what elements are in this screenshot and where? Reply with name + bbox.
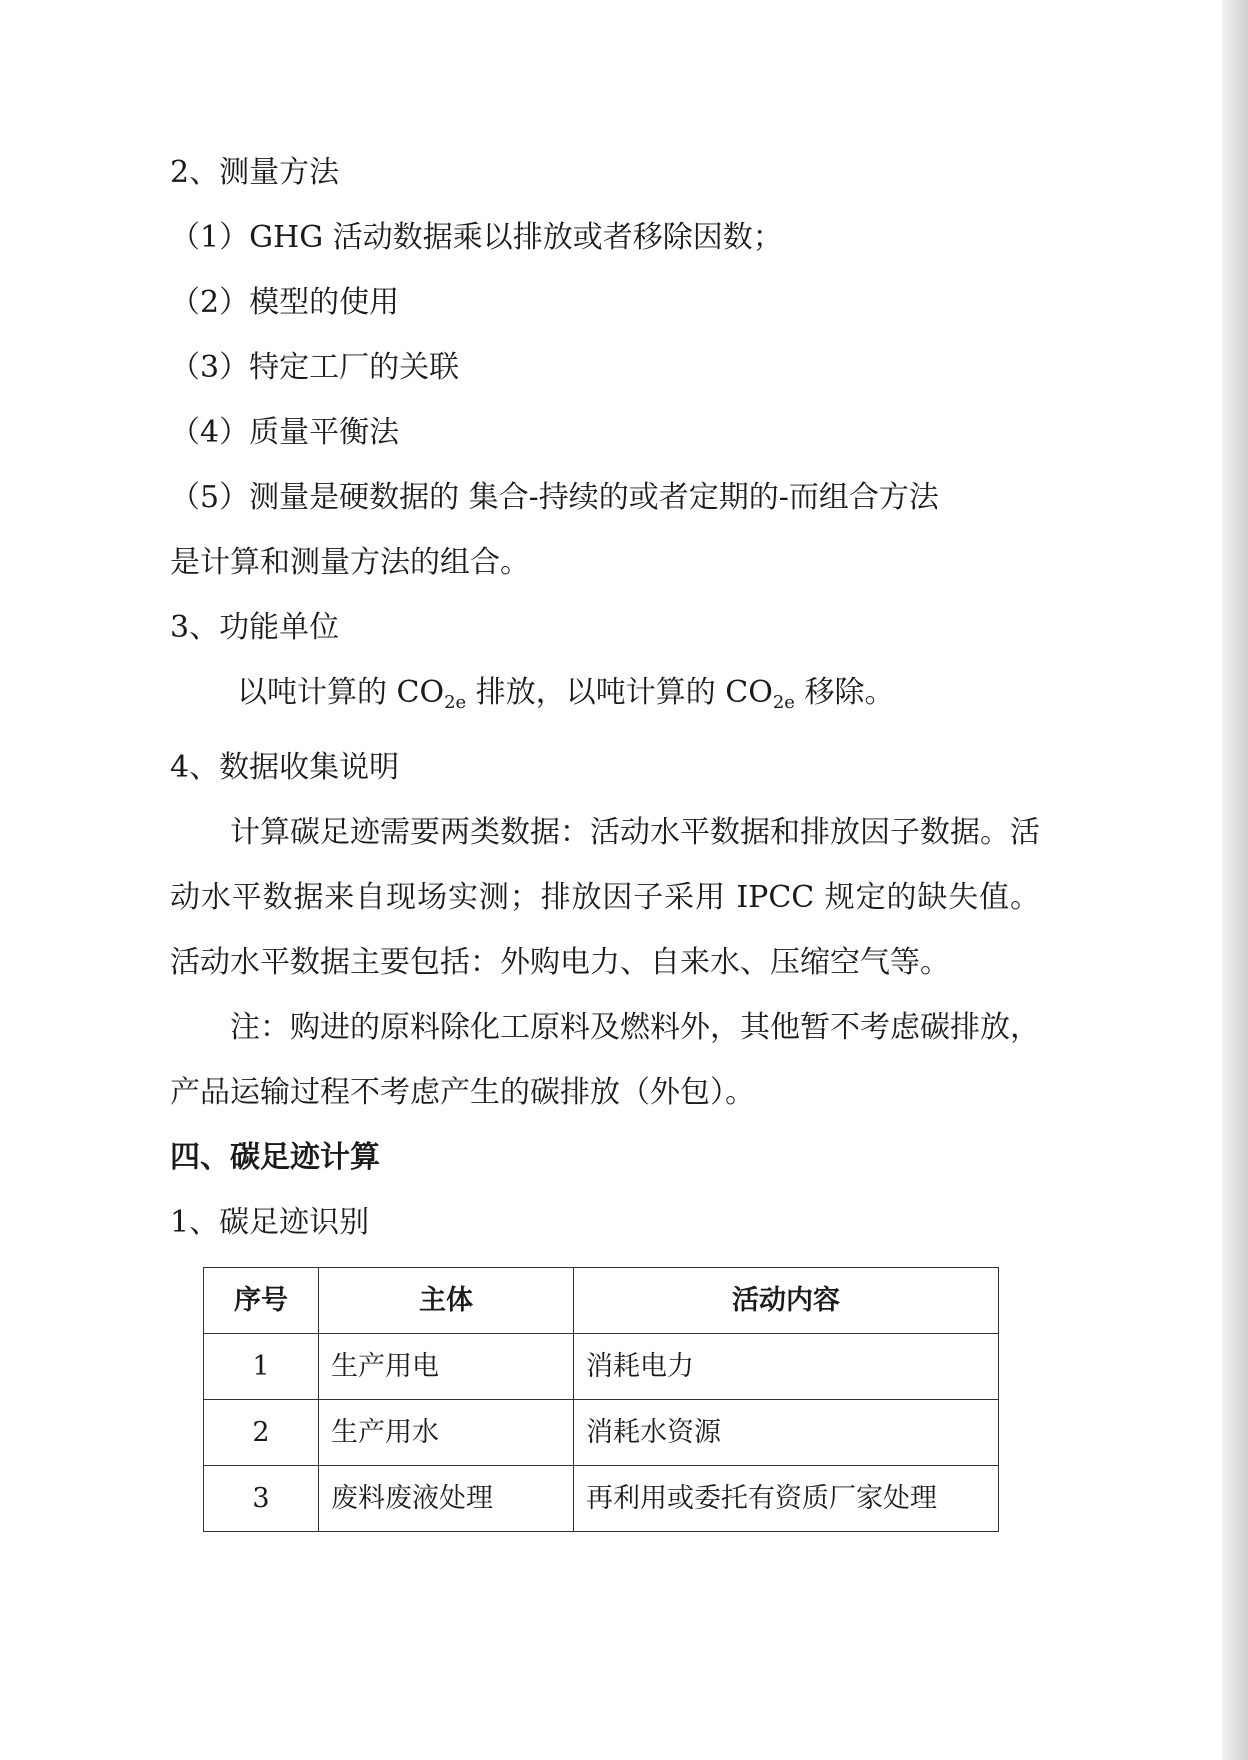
table-row [204,1334,999,1400]
carbon-identification-table [203,1267,999,1532]
cell-subject: 废料废液处理 [319,1466,574,1532]
table-row [204,1466,999,1532]
cell-activity: 消耗水资源 [574,1400,999,1466]
method-item-4: （4）质量平衡法 [170,415,400,450]
cell-index: 2 [204,1400,319,1466]
fu-subscript-1: 2e [444,692,467,713]
table-header-row [204,1268,999,1334]
header-activity: 活动内容 [574,1268,999,1334]
method-item-5-cont: 是计算和测量方法的组合。 [170,545,530,580]
section-heading-carbon-footprint: 四、碳足迹计算 [170,1140,380,1175]
table-row [204,1400,999,1466]
method-item-1: （1）GHG 活动数据乘以排放或者移除因数； [170,220,783,255]
method-item-3: （3）特定工厂的关联 [170,350,460,385]
fu-subscript-2: 2e [772,692,795,713]
cell-index: 1 [204,1334,319,1400]
heading-functional-unit: 3、功能单位 [170,610,340,645]
cell-activity: 再利用或委托有资质厂家处理 [574,1466,999,1532]
cell-subject: 生产用水 [319,1400,574,1466]
page-edge-shadow [1222,0,1248,1760]
cell-subject: 生产用电 [319,1334,574,1400]
functional-unit-text [170,660,1040,735]
fu-part-1: 以吨计算的 CO [237,675,445,710]
heading-measurement-methods: 2、测量方法 [170,155,340,190]
method-item-2: （2）模型的使用 [170,285,400,320]
cell-activity: 消耗电力 [574,1334,999,1400]
fu-part-3: 移除。 [794,675,895,710]
document-page [170,140,1040,1532]
header-index: 序号 [204,1268,319,1334]
header-subject: 主体 [319,1268,574,1334]
note-paragraph: 注：购进的原料除化工原料及燃料外，其他暂不考虑碳排放，产品运输过程不考虑产生的碳排放（外包）。 [170,1010,1040,1110]
heading-data-collection: 4、数据收集说明 [170,750,400,785]
method-item-5: （5）测量是硬数据的 集合-持续的或者定期的-而组合方法 [170,480,939,515]
heading-carbon-identification: 1、碳足迹识别 [170,1205,370,1240]
cell-index: 3 [204,1466,319,1532]
fu-part-2: 排放，以吨计算的 CO [466,675,773,710]
data-collection-paragraph: 计算碳足迹需要两类数据：活动水平数据和排放因子数据。活动水平数据来自现场实测；排放因子采用 IPCC 规定的缺失值。活动水平数据主要包括：外购电力、自来水、压缩空气等。 [170,815,1040,980]
